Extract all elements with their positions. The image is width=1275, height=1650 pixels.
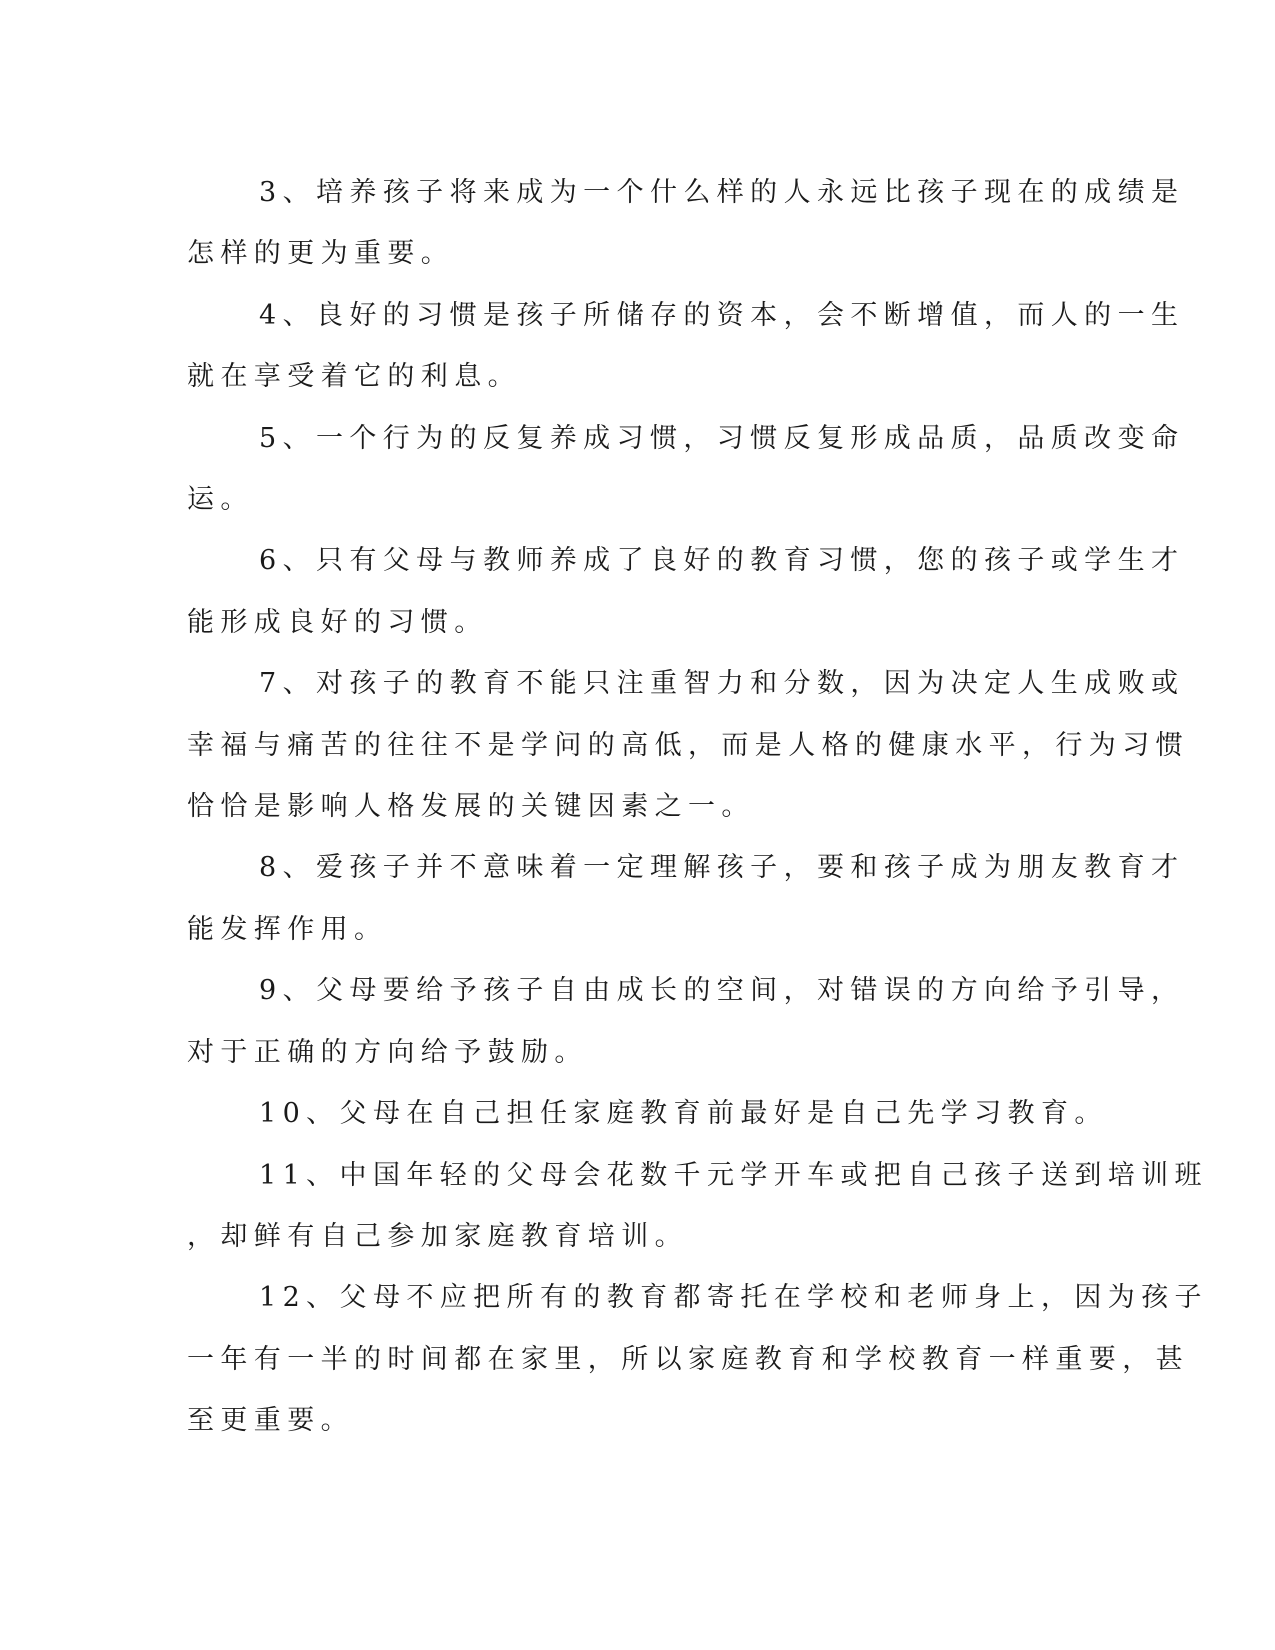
paragraph-7: [187, 653, 1189, 837]
paragraph-11: [187, 1145, 1208, 1268]
paragraph-line: 恰恰是影响人格发展的关键因素之一。: [187, 791, 755, 823]
document-body: [187, 162, 1208, 1452]
paragraph-8: [187, 837, 1185, 960]
paragraph-line: 一年有一半的时间都在家里，所以家庭教育和学校教育一样重要，甚: [187, 1343, 1189, 1375]
paragraph-line: 11、中国年轻的父母会花数千元学开车或把自己孩子送到培训班: [259, 1159, 1208, 1191]
paragraph-line: 怎样的更为重要。: [187, 238, 455, 270]
paragraph-line: 5、一个行为的反复养成习惯，习惯反复形成品质，品质改变命: [259, 422, 1185, 454]
paragraph-line: 4、良好的习惯是孩子所储存的资本，会不断增值，而人的一生: [259, 299, 1185, 331]
paragraph-line: 能形成良好的习惯。: [187, 606, 488, 638]
paragraph-6: [187, 530, 1185, 653]
paragraph-line: 10、父母在自己担任家庭教育前最好是自己先学习教育。: [259, 1098, 1108, 1130]
paragraph-line: 对于正确的方向给予鼓励。: [187, 1036, 588, 1068]
paragraph-10: [187, 1083, 1108, 1144]
paragraph-4: [187, 285, 1185, 408]
paragraph-line: 至更重要。: [187, 1405, 354, 1437]
paragraph-3: [187, 162, 1185, 285]
paragraph-5: [187, 408, 1185, 531]
paragraph-line: ，却鲜有自己参加家庭教育培训。: [187, 1220, 688, 1252]
paragraph-line: 3、培养孩子将来成为一个什么样的人永远比孩子现在的成绩是: [259, 177, 1185, 208]
paragraph-line: 幸福与痛苦的往往不是学问的高低，而是人格的健康水平，行为习惯: [187, 729, 1189, 761]
paragraph-line: 12、父母不应把所有的教育都寄托在学校和老师身上，因为孩子: [259, 1282, 1208, 1314]
paragraph-line: 7、对孩子的教育不能只注重智力和分数，因为决定人生成败或: [259, 668, 1185, 700]
paragraph-line: 6、只有父母与教师养成了良好的教育习惯，您的孩子或学生才: [259, 545, 1185, 577]
paragraph-line: 就在享受着它的利息。: [187, 361, 521, 393]
paragraph-12: [187, 1267, 1208, 1451]
paragraph-line: 9、父母要给予孩子自由成长的空间，对错误的方向给予引导，: [259, 975, 1185, 1007]
paragraph-line: 8、爱孩子并不意味着一定理解孩子，要和孩子成为朋友教育才: [259, 852, 1185, 884]
paragraph-9: [187, 960, 1185, 1083]
paragraph-line: 运。: [187, 484, 254, 516]
paragraph-line: 能发挥作用。: [187, 913, 388, 945]
